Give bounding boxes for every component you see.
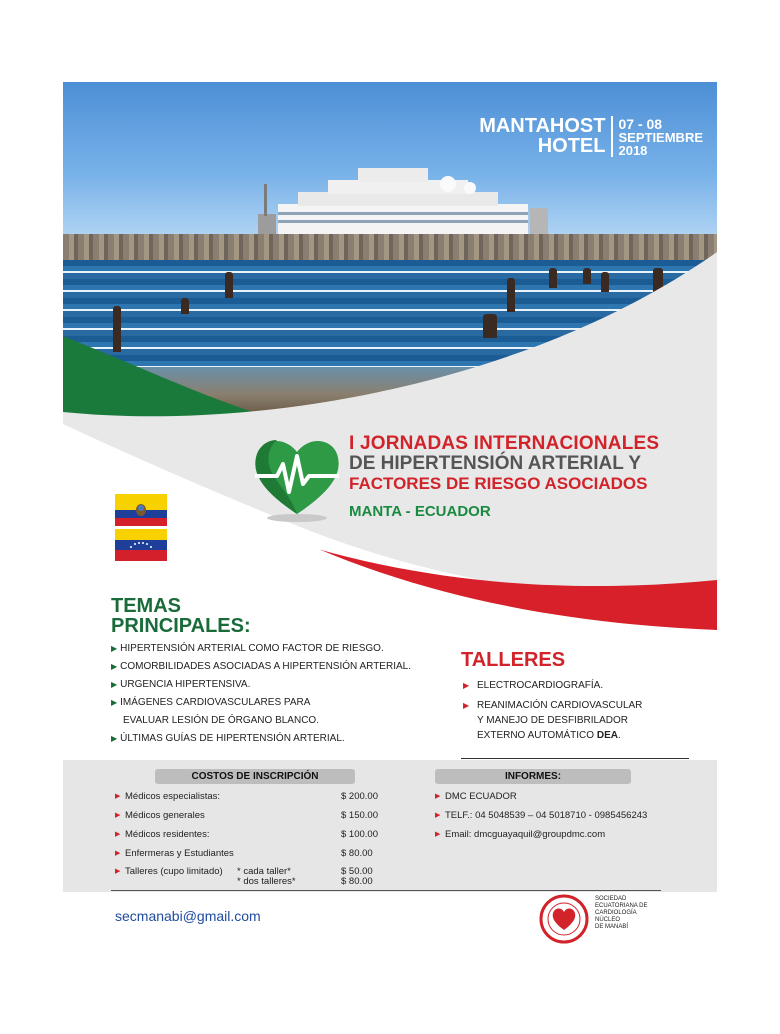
costos-heading: COSTOS DE INSCRIPCIÓN xyxy=(155,769,355,784)
divider xyxy=(111,890,661,891)
talleres-heading: TALLERES xyxy=(461,649,566,671)
arrow-right-icon: ▶ xyxy=(115,812,121,819)
arrow-right-icon: ▶ xyxy=(111,662,118,671)
list-item-continuation: EVALUAR LESIÓN DE ÓRGANO BLANCO. xyxy=(123,715,319,726)
temas-heading xyxy=(111,596,251,636)
title-line-3: FACTORES DE RIESGO ASOCIADOS xyxy=(349,474,648,493)
venue-line-2: HOTEL xyxy=(537,135,606,157)
event-poster xyxy=(63,82,717,952)
list-item: ▶ Email: dmcguayaquil@groupdmc.com xyxy=(435,825,647,844)
temas-heading-line-1: TEMAS xyxy=(111,595,181,617)
list-item: ▶ HIPERTENSIÓN ARTERIAL COMO FACTOR DE RIESGO. xyxy=(111,643,384,654)
decorative-curves xyxy=(63,82,717,682)
title-line-2: DE HIPERTENSIÓN ARTERIAL Y xyxy=(349,453,642,474)
arrow-right-icon: ▶ xyxy=(463,681,470,690)
date-year: 2018 xyxy=(618,143,648,158)
table-row: ▶ Médicos residentes: $ 100.00 xyxy=(115,825,385,844)
venezuela-flag-icon xyxy=(115,529,167,561)
society-seal-logo xyxy=(539,894,589,944)
arrow-right-icon: ▶ xyxy=(111,644,118,653)
talleres-prices: $ 50.00 $ 80.00 xyxy=(341,866,373,887)
informes-heading: INFORMES: xyxy=(435,769,631,784)
table-row: ▶ Enfermeras y Estudiantes $ 80.00 xyxy=(115,844,385,863)
temas-list xyxy=(111,640,411,748)
list-item: ▶ COMORBILIDADES ASOCIADAS A HIPERTENSIÓN ARTERIAL. xyxy=(111,661,411,672)
arrow-right-icon: ▶ xyxy=(435,831,441,838)
costos-table xyxy=(115,787,385,887)
arrow-right-icon: ▶ xyxy=(115,793,121,800)
informes-list xyxy=(435,787,647,844)
list-item: ▶ ÚLTIMAS GUÍAS DE HIPERTENSIÓN ARTERIAL. xyxy=(111,733,345,744)
divider xyxy=(461,758,689,759)
list-item: ▶ DMC ECUADOR xyxy=(435,787,647,806)
arrow-right-icon: ▶ xyxy=(115,850,121,857)
list-item: ▶ IMÁGENES CARDIOVASCULARES PARA xyxy=(111,697,311,708)
talleres-list xyxy=(463,678,642,748)
table-row: ▶ Médicos generales $ 150.00 xyxy=(115,806,385,825)
arrow-right-icon: ▶ xyxy=(435,812,441,819)
date-days: 07 - 08 xyxy=(618,116,663,132)
event-location: MANTA - ECUADOR xyxy=(349,503,491,520)
temas-heading-line-2: PRINCIPALES: xyxy=(111,615,251,637)
table-row: ▶ Médicos especialistas: $ 200.00 xyxy=(115,787,385,806)
title-line-1: I JORNADAS INTERNACIONALES xyxy=(349,433,660,454)
arrow-right-icon: ▶ xyxy=(115,868,121,875)
arrow-right-icon: ▶ xyxy=(111,680,118,689)
list-item: ▶ URGENCIA HIPERTENSIVA. xyxy=(111,679,251,690)
contact-email: secmanabi@gmail.com xyxy=(115,908,261,924)
ecuador-flag-icon xyxy=(115,494,167,526)
society-name: SOCIEDAD ECUATORIANA DE CARDIOLOGÍA NÚCLEO DE MANABÍ xyxy=(595,896,648,930)
list-item: ▶ ELECTROCARDIOGRAFÍA. xyxy=(463,680,604,691)
talleres-options: * cada taller* * dos talleres* xyxy=(237,866,296,887)
arrow-right-icon: ▶ xyxy=(111,698,118,707)
event-title xyxy=(349,434,709,522)
table-row: ▶ Talleres (cupo limitado) * cada taller* * dos talleres* $ 50.00 $ 80.00 xyxy=(115,866,373,887)
venue-line-1: MANTAHOST xyxy=(479,115,606,137)
list-item: ▶ TELF.: 04 5048539 – 04 5018710 - 0985456243 xyxy=(435,806,647,825)
arrow-right-icon: ▶ xyxy=(111,734,118,743)
arrow-right-icon: ▶ xyxy=(463,701,470,710)
arrow-right-icon: ▶ xyxy=(435,793,441,800)
heart-pulse-logo xyxy=(251,432,343,524)
list-item: ▶ REANIMACIÓN CARDIOVASCULAR Y MANEJO DE DESFIBRILADOR EXTERNO AUTOMÁTICO DEA. xyxy=(463,700,643,741)
arrow-right-icon: ▶ xyxy=(115,831,121,838)
date-month: SEPTIEMBRE xyxy=(618,130,703,145)
